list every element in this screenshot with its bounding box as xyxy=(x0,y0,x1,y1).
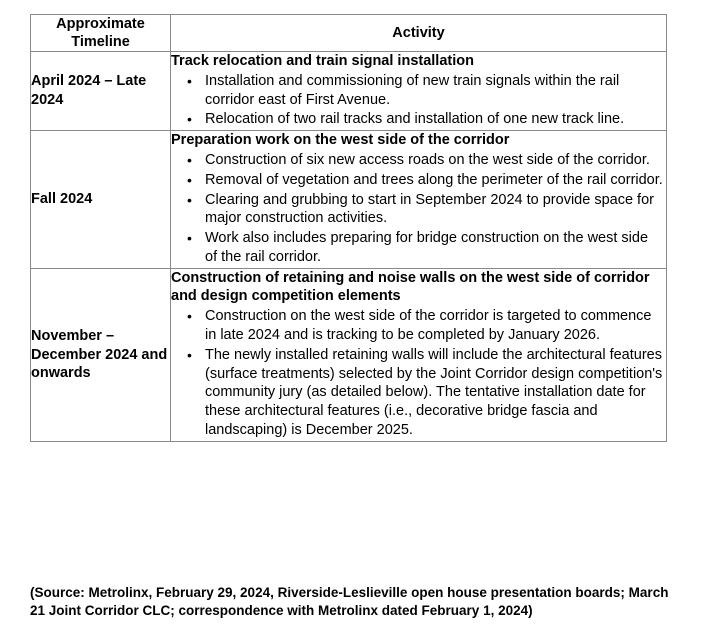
timeline-value: April 2024 – Late 2024 xyxy=(31,52,171,131)
column-header-activity: Activity xyxy=(171,15,667,52)
table-row xyxy=(31,131,667,269)
schedule-table xyxy=(30,14,667,442)
activity-cell xyxy=(171,52,667,131)
schedule-table-container xyxy=(30,14,666,442)
list-item: • Work also includes preparing for bridge construction on the west side of the rail corridor. xyxy=(205,229,666,267)
activity-bullet-list xyxy=(171,307,666,440)
source-note: (Source: Metrolinx, February 29, 2024, Riverside-Leslieville open house presentation boards; March 21 Joint Corridor CLC; correspondence with Metrolinx dated February 1, 2024) xyxy=(30,585,669,618)
table-row xyxy=(31,268,667,441)
activity-cell xyxy=(171,268,667,441)
activity-title: Construction of retaining and noise walls on the west side of corridor and design competition elements xyxy=(171,269,650,305)
table-row xyxy=(31,52,667,131)
timeline-value: Fall 2024 xyxy=(31,131,171,269)
timeline-value: November – December 2024 and onwards xyxy=(31,268,171,441)
activity-bullet-list xyxy=(171,72,666,130)
column-header-timeline: Approximate Timeline xyxy=(31,15,171,52)
list-item: • Construction on the west side of the corridor is targeted to commence in late 2024 and is tracking to be completed by January 2026. xyxy=(205,307,666,345)
table-header-row xyxy=(31,15,667,52)
activity-bullet-list xyxy=(171,151,666,267)
list-item: • Relocation of two rail tracks and installation of one new track line. xyxy=(205,110,666,129)
activity-title: Preparation work on the west side of the corridor xyxy=(171,132,510,149)
activity-cell xyxy=(171,131,667,269)
list-item: • Construction of six new access roads on the west side of the corridor. xyxy=(205,151,666,170)
list-item: • Removal of vegetation and trees along the perimeter of the rail corridor. xyxy=(205,171,666,190)
activity-title: Track relocation and train signal installation xyxy=(171,53,474,70)
list-item: • Installation and commissioning of new train signals within the rail corridor east of First Avenue. xyxy=(205,72,666,110)
list-item: • Clearing and grubbing to start in September 2024 to provide space for major construction activities. xyxy=(205,191,666,229)
list-item: • The newly installed retaining walls will include the architectural features (surface treatments) selected by the Joint Corridor design competition's community jury (as detailed below). The tentative installation date for these architectural features (i.e., decorative bridge fascia and landscaping) is December 2025. xyxy=(205,346,666,440)
